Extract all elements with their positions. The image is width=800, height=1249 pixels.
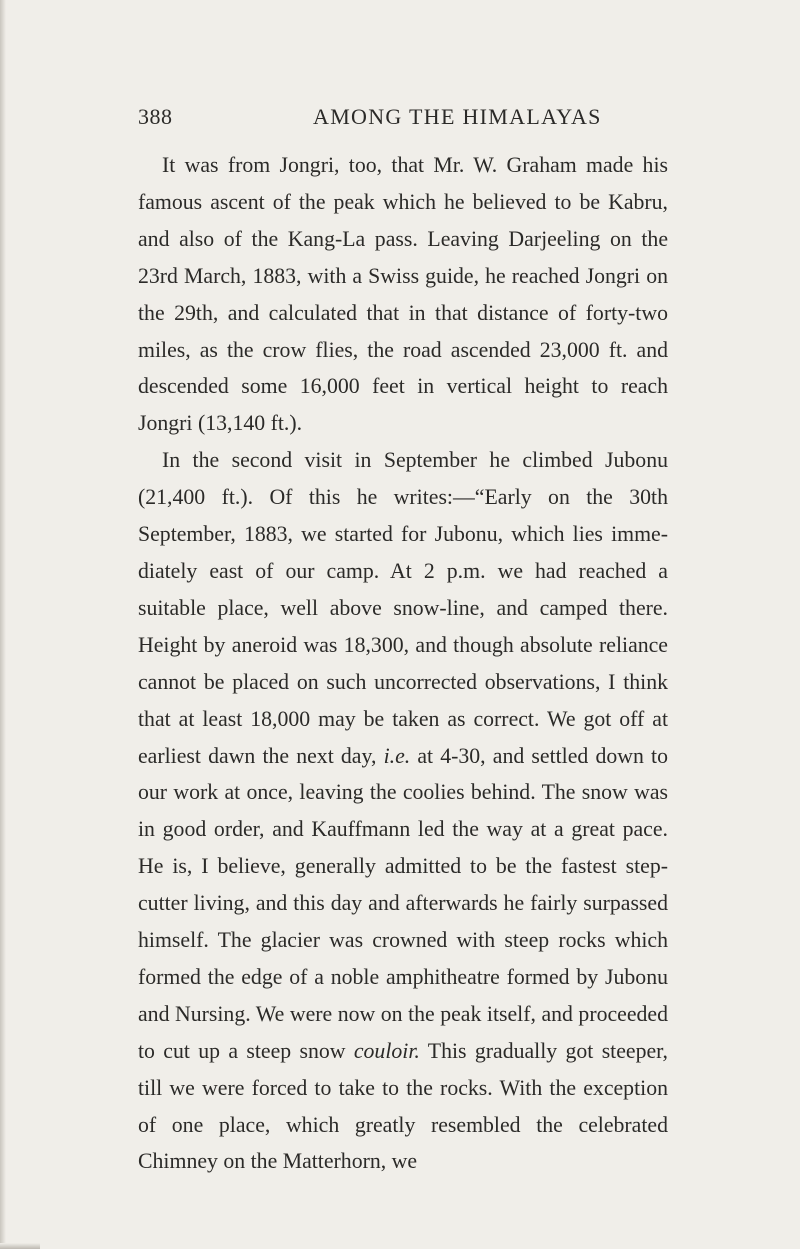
italic-couloir: couloir. xyxy=(353,1038,420,1063)
page-number: 388 xyxy=(138,104,173,129)
italic-ie: i.e. xyxy=(383,743,411,768)
paragraph-1: It was from Jongri, too, that Mr. W. Graham made his famous ascent of the peak which he believed to be Kabru, and also of the Kang-La pass. Leaving Darjeeling on the 23rd March, 1883, with a Swiss guide, he reached Jongri on the 29th, and calculated that in that distance of forty-two miles, as the crow flies, the road ascended 23,000 ft. and descended some 16,000 feet in vertical height to reach Jongri (13,140 ft.). xyxy=(138,153,668,436)
paragraph-2-text-start: In the second visit in September he climbed Jubonu (21,400 ft.). Of this he writes:—“Early on the 30th September, 1883, we started for Jubonu, which lies immediately east of our camp. At 2 p.m. we had reached a suitable place, well above snow-line, and camped there. Height by aneroid was 18,300, and though absolute reliance cannot be placed on such uncorrected observations, I think that at least 18,000 may be taken as correct. We got off at earliest dawn the next day, xyxy=(138,448,668,768)
paragraph-2 xyxy=(138,442,668,1180)
page-binding-edge xyxy=(0,0,6,1249)
body-text xyxy=(138,147,668,1180)
paragraph-2-text-end: This gradually got steeper, till we were forced to take to the rocks. With the exception of one place, which greatly resembled the celebrated Chimney on the Matterhorn, we xyxy=(138,1038,668,1174)
paragraph-2-text-middle: at 4-30, and settled down to our work at once, leaving the coolies behind. The snow was in good order, and Kauffmann led the way at a great pace. He is, I believe, generally admitted to be the fastest step-cutter living, and this day and afterwards he fairly surpassed himself. The glacier was crowned with steep rocks which formed the edge of a noble amphitheatre formed by Jubonu and Nursing. We were now on the peak itself, and proceeded to cut up a steep snow xyxy=(138,743,668,1063)
page-corner-shadow xyxy=(0,1243,40,1249)
running-head: AMONG THE HIMALAYAS xyxy=(313,104,602,129)
page-header xyxy=(138,104,668,134)
